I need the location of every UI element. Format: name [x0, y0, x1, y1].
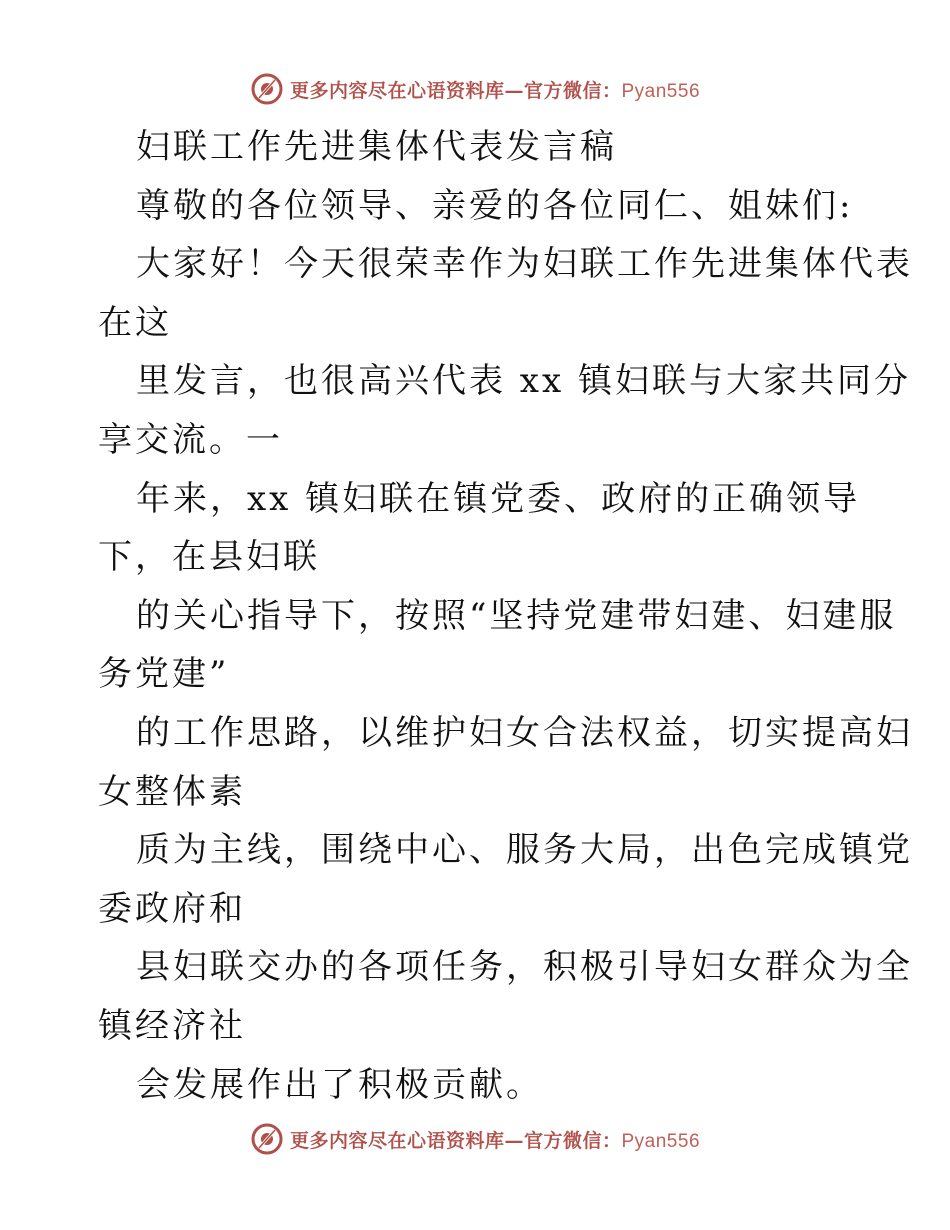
document-title: 妇联工作先进集体代表发言稿	[136, 127, 617, 167]
paragraph-line: 享交流。一	[98, 419, 283, 460]
paragraph-line: 镇经济社	[98, 1005, 246, 1046]
paragraph-line: 质为主线，围绕中心、服务大局，出色完成镇党	[136, 830, 913, 871]
watermark-text	[290, 76, 700, 103]
watermark-text	[290, 1126, 700, 1153]
watermark-separator: —	[504, 1129, 524, 1152]
paragraph-line: 大家好！今天很荣幸作为妇联工作先进集体代表	[136, 244, 913, 285]
paragraph-line: 年来，xx 镇妇联在镇党委、政府的正确领导	[136, 478, 861, 519]
watermark-separator: —	[504, 79, 524, 102]
brand-logo-icon	[250, 72, 284, 106]
paragraph-line: 女整体素	[98, 771, 246, 812]
paragraph-line: 县妇联交办的各项任务，积极引导妇女群众为全	[136, 947, 913, 988]
paragraph-line: 务党建”	[98, 654, 230, 695]
watermark-contact-id: Pyan556	[621, 1130, 701, 1152]
brand-logo-icon	[250, 1122, 284, 1156]
watermark-contact-label: 官方微信：	[523, 79, 622, 102]
paragraph-line: 的工作思路，以维护妇女合法权益，切实提高妇	[136, 712, 913, 753]
paragraph-line: 会发展作出了积极贡献。	[136, 1064, 543, 1105]
document-body	[98, 118, 913, 1114]
watermark-site-text: 更多内容尽在心语资料库	[289, 79, 505, 102]
paragraph-line: 委政府和	[98, 888, 246, 929]
paragraph-line: 的关心指导下，按照“坚持党建带妇建、妇建服	[136, 595, 897, 636]
footer-watermark	[0, 1122, 950, 1156]
paragraph-line: 尊敬的各位领导、亲爱的各位同仁、姐妹们:	[136, 185, 854, 226]
watermark-site-text: 更多内容尽在心语资料库	[289, 1129, 505, 1152]
paragraph-line: 里发言，也很高兴代表 xx 镇妇联与大家共同分	[136, 361, 911, 402]
watermark-contact-label: 官方微信：	[523, 1129, 622, 1152]
paragraph-line: 在这	[98, 302, 172, 343]
paragraph-line: 下，在县妇联	[98, 537, 320, 578]
watermark-contact-id: Pyan556	[621, 80, 701, 102]
header-watermark	[0, 72, 950, 106]
